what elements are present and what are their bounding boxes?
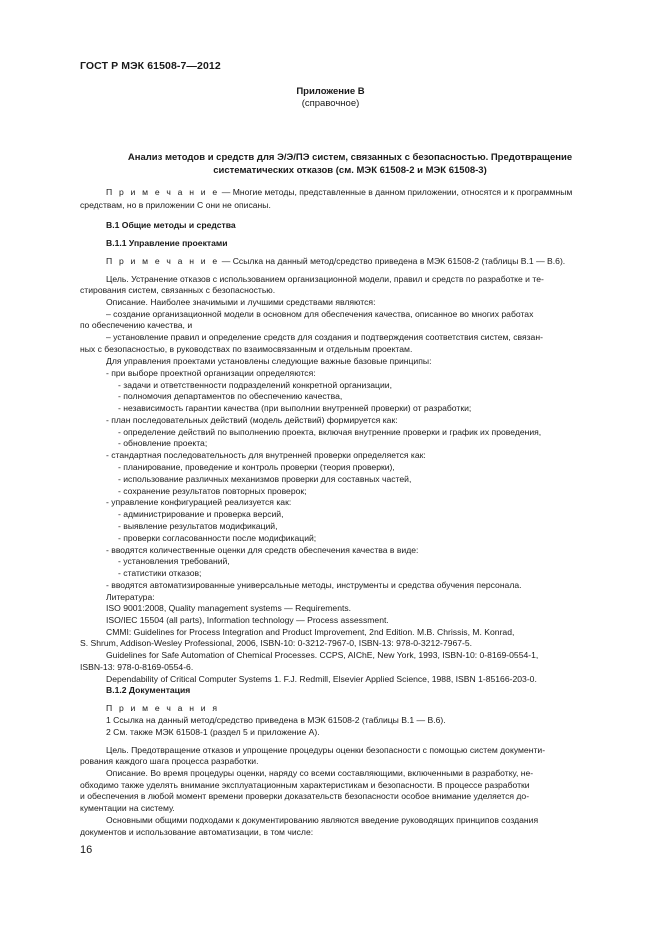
- list-item: - использование различных механизмов проверки для составных частей,: [118, 474, 412, 484]
- list-item: - определение действий по выполнению проекта, включая внутренние проверки и график их проведения,: [118, 427, 542, 437]
- text-line: Цель. Предотвращение отказов и упрощение процедуры оценки безопасности с помощью систем документи-: [106, 745, 546, 755]
- text-line: Описание. Наиболее значимыми и лучшими средствами являются:: [106, 297, 376, 307]
- list-item: - установления требований,: [118, 556, 230, 566]
- annex-note: (справочное): [301, 98, 360, 109]
- list-item: - планирование, проведение и контроль проверки (теория проверки),: [118, 462, 395, 472]
- list-item: - сохранение результатов повторных проверок;: [118, 486, 307, 496]
- list-item: - обновление проекта;: [118, 438, 208, 448]
- text-line: рования каждого шага процесса разработки.: [80, 756, 259, 766]
- annex-title: Приложение В: [296, 86, 365, 97]
- list-item: - администрирование и проверка версий,: [118, 509, 284, 519]
- text-line: Литература:: [106, 592, 155, 602]
- title-line: систематических отказов (см. МЭК 61508-2 и МЭК 61508-3): [213, 165, 487, 176]
- reference: S. Shrum, Addison-Wesley Professional, 2006, ISBN-10: 0-3212-7967-0, ISBN-13: 978-0-3212-7967-5.: [80, 638, 473, 648]
- reference: ISO 9001:2008, Quality management systems — Requirements.: [106, 603, 352, 613]
- standard-header: ГОСТ Р МЭК 61508-7—2012: [80, 60, 221, 72]
- list-item: - вводятся автоматизированные универсальные методы, инструменты и средства обучения персонала.: [106, 580, 522, 590]
- text-line: документов и использование автоматизации, в том числе:: [80, 827, 314, 837]
- text-line: – создание организационной модели в основном для обеспечения качества, описанное во многих работах: [106, 309, 534, 319]
- text-line: и обеспечения в любой момент времени проверки доказательств безопасности особое внимание уделяется до-: [80, 791, 530, 801]
- list-item: - полномочия департаментов по обеспечению качества,: [118, 391, 343, 401]
- list-item: - вводятся количественные оценки для средств обеспечения качества в виде:: [106, 545, 419, 555]
- subsection-heading: В.1.1 Управление проектами: [106, 238, 228, 248]
- text-line: средствам, но в приложении С они не описаны.: [80, 200, 271, 210]
- note-line: [106, 187, 572, 198]
- note-line: [106, 256, 565, 267]
- note-text: — Многие методы, представленные в данном приложении, относятся и к программным: [219, 187, 573, 197]
- reference: Guidelines for Safe Automation of Chemical Processes. CCPS, AIChE, New York, 1993, ISBN-10: 0-8169-0554-1,: [106, 650, 539, 660]
- list-item: - задачи и ответственности подразделений конкретной организации,: [118, 380, 392, 390]
- list-item: - план последовательных действий (модель действий) формируется как:: [106, 415, 398, 425]
- section-title: [80, 151, 620, 177]
- text-line: кументации на систему.: [80, 803, 175, 813]
- title-line: Анализ методов и средств для Э/Э/ПЭ систем, связанных с безопасностью. Предотвращение: [127, 152, 573, 163]
- subsection-heading: В.1.2 Документация: [106, 685, 191, 695]
- list-item: - независимость гарантии качества (при выполнии внутренней проверки) от разработки;: [118, 403, 472, 413]
- list-item: - управление конфигурацией реализуется как:: [106, 497, 292, 507]
- reference: Dependability of Critical Computer Systems 1. F.J. Redmill, Elsevier Applied Science, 1988, ISBN 1-85166-203-0.: [106, 674, 537, 684]
- notes-label: П р и м е ч а н и я: [106, 703, 220, 713]
- note-text: — Ссылка на данный метод/средство приведена в МЭК 61508-2 (таблицы В.1 — В.6).: [219, 256, 566, 266]
- note-label: П р и м е ч а н и е: [106, 256, 220, 266]
- reference: ISBN-13: 978-0-8169-0554-6.: [80, 662, 194, 672]
- text-line: Для управления проектами установлены следующие важные базовые принципы:: [106, 356, 432, 366]
- list-item: - стандартная последовательность для внутренней проверки определяется как:: [106, 450, 426, 460]
- list-item: - выявление результатов модификаций,: [118, 521, 278, 531]
- text-line: ных с безопасностью, в руководствах по взаимосвязанным и отдельным проектам.: [80, 344, 413, 354]
- reference: ISO/IEC 15504 (all parts), Information technology — Process assessment.: [106, 615, 389, 625]
- reference: CMMI: Guidelines for Process Integration and Product Improvement, 2nd Edition. M.B. Chrissis, M. Konrad,: [106, 627, 515, 637]
- text-line: стирования систем, связанных с безопасностью.: [80, 285, 276, 295]
- note-item: 1 Ссылка на данный метод/средство приведена в МЭК 61508-2 (таблицы В.1 — В.6).: [106, 715, 446, 725]
- page-number: 16: [80, 844, 93, 856]
- list-item: - при выборе проектной организации определяются:: [106, 368, 316, 378]
- text-line: по обеспечению качества, и: [80, 320, 193, 330]
- list-item: - проверки согласованности после модификаций;: [118, 533, 317, 543]
- subsection-heading: В.1 Общие методы и средства: [106, 220, 236, 230]
- text-line: Описание. Во время процедуры оценки, наряду со всеми составляющими, включенными в разработку, не-: [106, 768, 534, 778]
- list-item: - статистики отказов;: [118, 568, 202, 578]
- note-item: 2 См. также МЭК 61508-1 (раздел 5 и приложение А).: [106, 727, 320, 737]
- text-line: Основными общими подходами к документированию являются введение руководящих принципов создания: [106, 815, 539, 825]
- text-line: Цель. Устранение отказов с использованием организационной модели, правил и средств по разработке и те-: [106, 274, 544, 284]
- note-label: П р и м е ч а н и е: [106, 187, 220, 197]
- text-line: – установление правил и определение средств для создания и подтверждения соответствия систем, связан-: [106, 332, 543, 342]
- text-line: обходимо также уделять внимание эксплуатационным характеристикам и безопасности. В процессе разработки: [80, 780, 530, 790]
